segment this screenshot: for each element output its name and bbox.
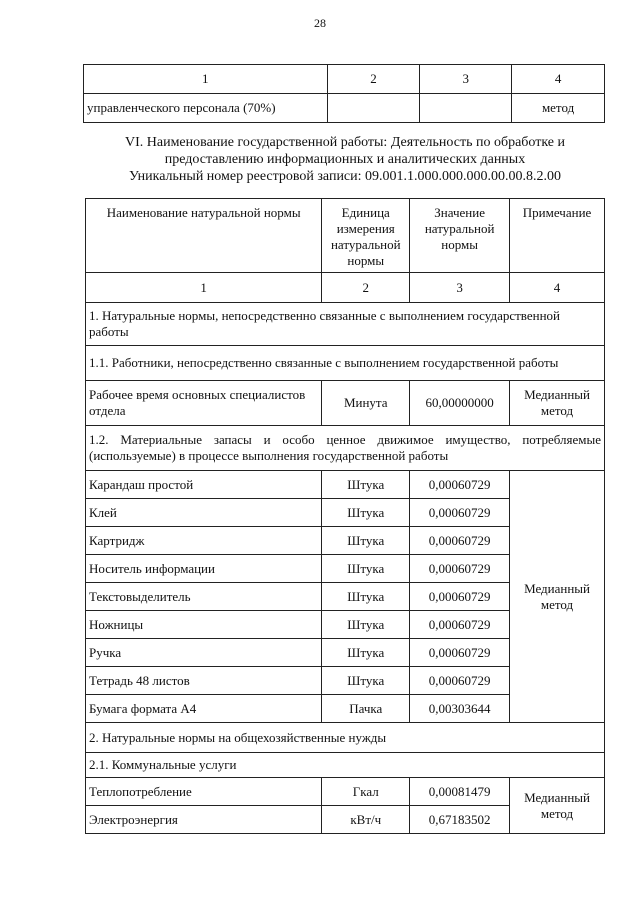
item-value: 0,00060729 [410,667,510,695]
item-unit: Штука [322,583,410,611]
header-cell: Значение натуральной нормы [410,199,510,273]
cell: 3 [410,273,510,303]
cell [420,94,512,123]
item-value: 0,00060729 [410,555,510,583]
item-note: Медианный метод [510,778,605,834]
item-value: 0,00060729 [410,583,510,611]
header-cell: Примечание [510,199,605,273]
section-row: 1.1. Работники, непосредственно связанные с выполнением государственной работы [86,346,605,381]
item-value: 0,67183502 [410,806,510,834]
item-value: 0,00060729 [410,471,510,499]
title-line: предоставлению информационных и аналитических данных [164,152,526,167]
item-unit: кВт/ч [322,806,410,834]
item-name: Бумага формата А4 [86,695,322,723]
item-name: Тетрадь 48 листов [86,667,322,695]
item-name: Карандаш простой [86,471,322,499]
cell: 4 [510,273,605,303]
item-unit: Штука [322,667,410,695]
cell: управленческого персонала (70%) [84,94,328,123]
registry-number: Уникальный номер реестровой записи: 09.001.1.000.000.000.00.00.8.2.00 [128,169,562,184]
item-value: 0,00303644 [410,695,510,723]
item-name: Картридж [86,527,322,555]
cell: 2 [322,273,410,303]
item-unit: Штука [322,499,410,527]
item-note: Медианный метод [510,471,605,723]
header-cell: Единица измерения натуральной нормы [322,199,410,273]
cell: Медианный метод [510,381,605,426]
item-value: 0,00081479 [410,778,510,806]
cell: метод [512,94,605,123]
item-unit: Гкал [322,778,410,806]
cell: Минута [322,381,410,426]
cell: Рабочее время основных специалистов отдела [86,381,322,426]
item-value: 0,00060729 [410,639,510,667]
page-number: 28 [314,16,326,30]
item-name: Ножницы [86,611,322,639]
section-row: 1.2. Материальные запасы и особо ценное движимое имущество, потребляемые (используемые) в процессе выполнения государственной работы [86,426,605,471]
item-name: Теплопотребление [86,778,322,806]
cell: 3 [420,65,512,94]
cell: 2 [327,65,420,94]
item-value: 0,00060729 [410,499,510,527]
item-name: Ручка [86,639,322,667]
cell [327,94,420,123]
item-unit: Штука [322,639,410,667]
cell: 4 [512,65,605,94]
section-row: 1. Натуральные нормы, непосредственно связанные с выполнением государственной работы [86,303,605,346]
previous-table [83,64,605,123]
title-line: VI. Наименование государственной работы: Деятельность по обработке и [124,135,565,150]
item-unit: Пачка [322,695,410,723]
item-unit: Штука [322,611,410,639]
section-row: 2.1. Коммунальные услуги [86,753,605,778]
item-name: Клей [86,499,322,527]
norms-table [85,198,605,834]
header-cell: Наименование натуральной нормы [86,199,322,273]
item-unit: Штука [322,471,410,499]
item-name: Электроэнергия [86,806,322,834]
section-row: 2. Натуральные нормы на общехозяйственные нужды [86,723,605,753]
item-value: 0,00060729 [410,611,510,639]
cell: 1 [84,65,328,94]
item-unit: Штука [322,527,410,555]
item-name: Носитель информации [86,555,322,583]
cell: 60,00000000 [410,381,510,426]
item-unit: Штука [322,555,410,583]
cell: 1 [86,273,322,303]
item-name: Текстовыделитель [86,583,322,611]
section-title [0,134,640,185]
item-value: 0,00060729 [410,527,510,555]
